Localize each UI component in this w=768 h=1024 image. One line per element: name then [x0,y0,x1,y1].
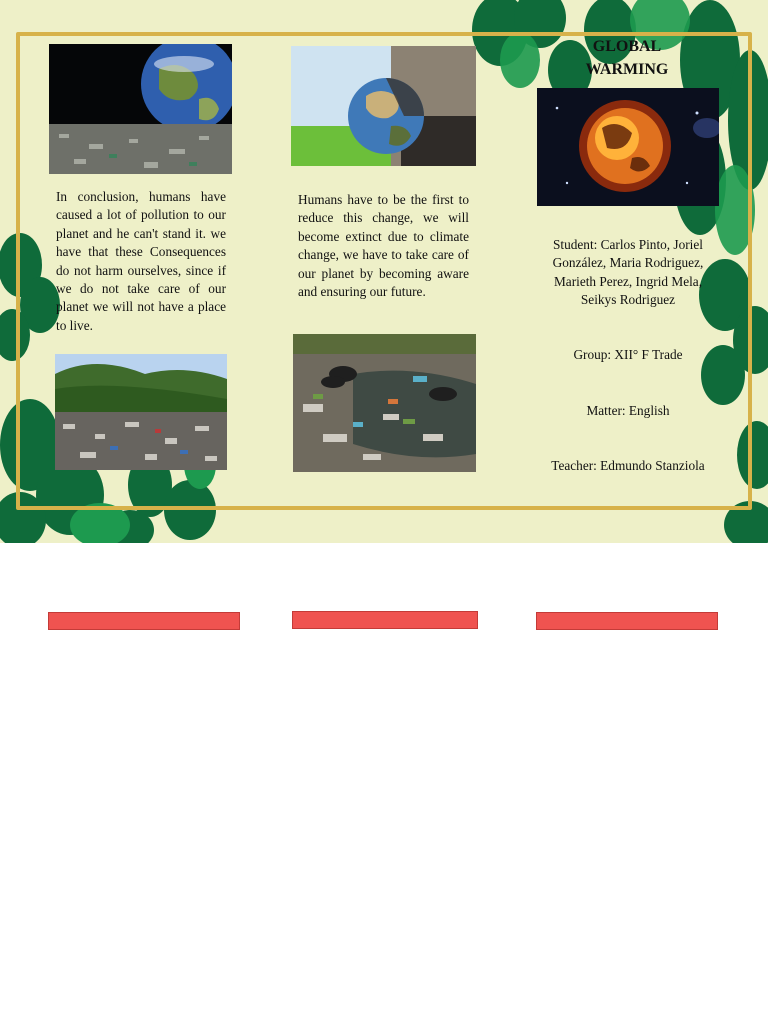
conclusion-text: In conclusion, humans have caused a lot of pollution to our planet and he can't stand it. we have that these Consequences do not harm ourselves, since if we do not take care of our planet we will not have a place to live. [56,189,226,333]
earth-over-trash-photo [49,44,232,174]
burning-earth-photo [537,88,719,206]
red-bar-right [536,612,718,630]
red-bar-middle [292,611,478,629]
teacher-info: Teacher: Edmundo Stanziola [551,458,705,473]
red-bar-left [48,612,240,630]
landfill-photo [55,354,227,470]
student-names: Student: Carlos Pinto, Joriel González, Maria Rodriguez, Marieth Perez, Ingrid Mela, Seikys Rodriguez [552,237,704,308]
brochure-title: GLOBAL WARMING [585,38,669,78]
earth-on-grass-photo [291,46,476,166]
group-info: Group: XII° F Trade [573,347,683,362]
matter-info: Matter: English [586,403,670,418]
polluted-river-photo [293,334,476,472]
reduce-change-text: Humans have to be the first to reduce this change, we will become extinct due to climate change, we have to take care of our planet by becoming aware and ensuring our future. [298,192,469,300]
